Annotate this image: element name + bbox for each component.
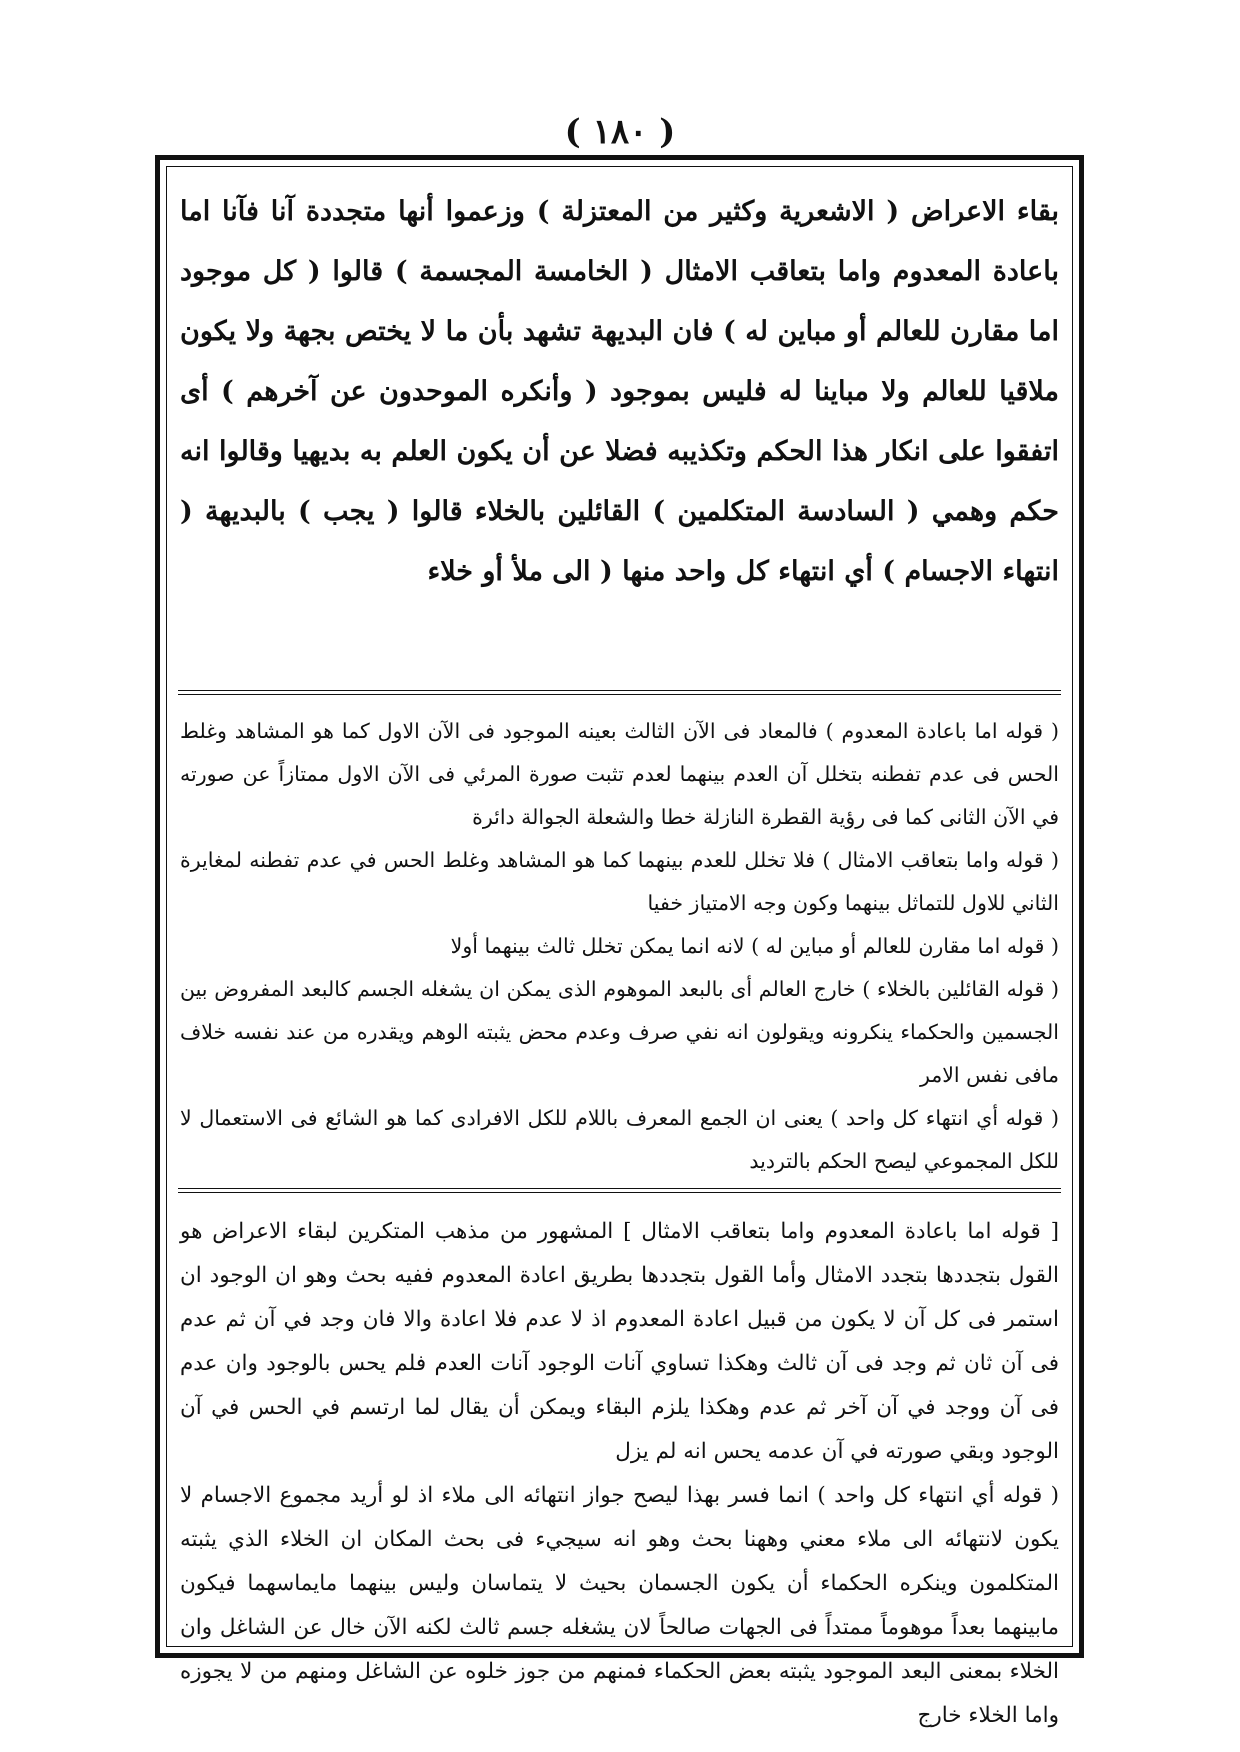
commentary-2-paragraph: [ قوله اما باعادة المعدوم واما بتعاقب الامثال ] المشهور من مذهب المتكرين لبقاء الاعراض هو القول بتجددها بتجدد الامثال وأما القول بتجددها بطريق اعادة المعدوم ففيه بحث وهو ان الوجود ان استمر فى كل آن لا يكون من قبيل اعادة المعدوم اذ لا عدم فلا اعادة والا فان وجد في آن ثم عدم فى آن ثان ثم وجد فى آن ثالث وهكذا تساوي آنات الوجود آنات العدم فلم يحس بالوجود وان عدم فى آن ووجد في آن آخر ثم عدم وهكذا يلزم البقاء ويمكن أن يقال لما ارتسم في الحس في آن الوجود وبقي صورته في آن عدمه يحس انه لم يزل xyxy=(180,1219,1059,1464)
section-divider xyxy=(178,690,1061,695)
page-frame xyxy=(155,155,1084,1728)
main-text-paragraph: بقاء الاعراض ( الاشعرية وكثير من المعتزلة ) وزعموا أنها متجددة آنا فآنا اما باعادة المعدوم واما بتعاقب الامثال ( الخامسة المجسمة ) قالوا ( كل موجود اما مقارن للعالم أو مباين له ) فان البديهة تشهد بأن ما لا يختص بجهة ولا يكون ملاقيا للعالم ولا مباينا له فليس بموجود ( وأنكره الموحدون عن آخرهم ) أى اتفقوا على انكار هذا الحكم وتكذيبه فضلا عن أن يكون العلم به بديهيا وقالوا انه حكم وهمي ( السادسة المتكلمين ) القائلين بالخلاء قالوا ( يجب ) بالبديهة ( انتهاء الاجسام ) أي انتهاء كل واحد منها ( الى ملأ أو خلاء xyxy=(180,196,1059,587)
commentary-1-paragraph: ( قوله أي انتهاء كل واحد ) يعنى ان الجمع المعرف باللام للكل الافرادى كما هو الشائع فى الاستعمال لا للكل المجموعي ليصح الحكم بالترديد xyxy=(180,1106,1059,1173)
commentary-2-paragraph: ( قوله أي انتهاء كل واحد ) انما فسر بهذا ليصح جواز انتهائه الى ملاء اذ لو أريد مجموع الاجسام لا يكون لانتهائه الى ملاء معني وههنا بحث وهو انه سيجيء فى بحث المكان ان الخلاء الذي يثبته المتكلمون وينكره الحكماء أن يكون الجسمان بحيث لا يتماسان وليس بينهما مايماسهما فيكون مابينهما بعداً موهوماً ممتداً فى الجهات صالحاً لان يشغله جسم ثالث لكنه الآن خال عن الشاغل وان الخلاء بمعنى البعد الموجود يثبته بعض الحكماء فمنهم من جوز خلوه عن الشاغل ومنهم من لا يجوزه واما الخلاء خارج xyxy=(180,1483,1059,1728)
commentary-2 xyxy=(180,1210,1059,1728)
commentary-1 xyxy=(180,710,1059,1178)
main-text xyxy=(180,182,1059,682)
commentary-1-paragraph: ( قوله اما مقارن للعالم أو مباين له ) لانه انما يمكن تخلل ثالث بينهما أولا xyxy=(450,934,1059,958)
section-divider xyxy=(178,1188,1061,1193)
page-number: ( ١٨٠ ) xyxy=(564,112,676,152)
commentary-1-paragraph: ( قوله واما بتعاقب الامثال ) فلا تخلل للعدم بينهما كما هو المشاهد وغلط الحس في عدم تفطنه لمغايرة الثاني للاول للتماثل بينهما وكون وجه الامتياز خفيا xyxy=(180,848,1059,915)
commentary-1-paragraph: ( قوله القائلين بالخلاء ) خارج العالم أى بالبعد الموهوم الذى يمكن ان يشغله الجسم كالبعد المفروض بين الجسمين والحكماء ينكرونه ويقولون انه نفي صرف وعدم محض يثبته الوهم ويقدره من عند نفسه خلاف مافى نفس الامر xyxy=(180,977,1059,1087)
commentary-1-paragraph: ( قوله اما باعادة المعدوم ) فالمعاد فى الآن الثالث بعينه الموجود فى الآن الاول كما هو المشاهد وغلط الحس فى عدم تفطنه بتخلل آن العدم بينهما لعدم تثبت صورة المرئي فى الآن الاول ممتازاً عن صورته في الآن الثانى كما فى رؤية القطرة النازلة خطا والشعلة الجوالة دائرة xyxy=(180,719,1059,829)
